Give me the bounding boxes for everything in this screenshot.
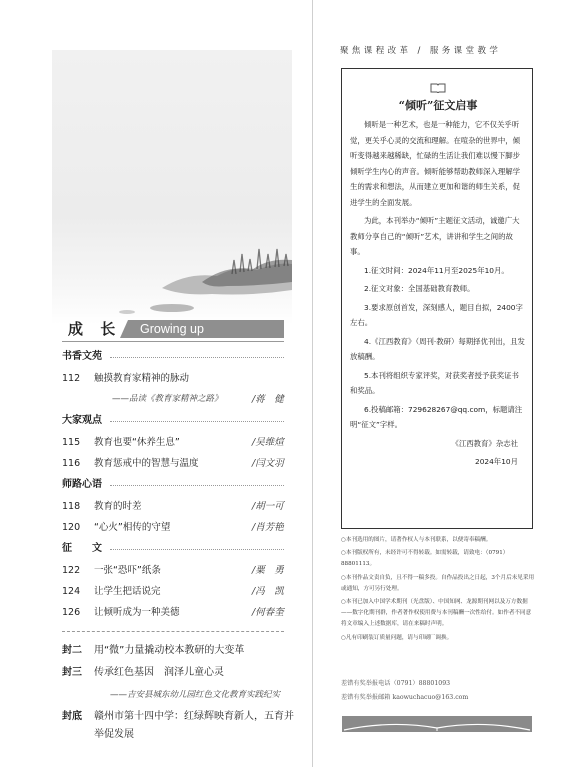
toc-entry-title: 让学生把话说完	[94, 586, 161, 597]
notice-paragraph: 3.要求原创首发，深刻感人，题目自拟，2400字左右。	[350, 302, 523, 327]
page-spine	[312, 0, 313, 767]
toc-entry-author: /冯 凯	[252, 586, 284, 597]
notice-paragraph: 5.本刊将组织专家评奖，对获奖者授予获奖证书和奖品。	[350, 370, 519, 395]
cover-entry[interactable]	[62, 640, 294, 662]
editorial-note: ○凡有印刷装订质量问题，请与印刷厂调换。	[341, 634, 453, 641]
notice-date: 2024年10月	[475, 457, 518, 466]
dotted-leader	[110, 549, 284, 550]
error-report-phone: 差错有奖举报电话（0791）88801093	[341, 680, 451, 687]
notice-paragraph: 倾听是一种艺术，也是一种能力，它不仅关乎听觉，更关乎心灵的交流和理解。在喧杂的世界中，倾听变得越来越稀缺，忙碌的生活让我们难以慢下脚步倾听学生内心的声音。倾听能够帮助教师深入理解学生的需求和想法，从而建立更加和谐的师生关系，促进学生的全面发展。	[350, 120, 520, 207]
section-subtitle-en: Growing up	[140, 322, 204, 336]
toc-page-number: 115	[62, 437, 81, 448]
cover-pages-list	[62, 640, 294, 744]
toc-category	[62, 474, 284, 496]
error-report-info	[341, 677, 535, 705]
toc-entry-title: 教育惩戒中的智慧与温度	[94, 458, 199, 469]
open-book-icon	[342, 716, 532, 732]
toc-entry-title: “心火”相传的守望	[94, 522, 171, 533]
call-for-papers-box	[341, 68, 533, 529]
notice-paragraph: 2.征文对象：全国基础教育教师。	[364, 284, 475, 293]
toc-page-number: 122	[62, 565, 81, 576]
notice-signer: 《江西教育》杂志社	[451, 438, 518, 448]
notice-paragraph: 6.投稿邮箱：729628267@qq.com，标题请注明“征文”字样。	[350, 404, 523, 429]
toc-page-number: 124	[62, 586, 81, 597]
cover-label: 封底	[62, 711, 82, 722]
toc-entry-title: 触摸教育家精神的脉动	[94, 373, 190, 384]
toc-entry-title: 让倾听成为一种美德	[94, 607, 180, 618]
notice-paragraph: 1.征文时间：2024年11月至2025年10月。	[364, 265, 509, 275]
notice-title: “倾听”征文启事	[398, 99, 478, 112]
toc-category-label: 大家观点	[62, 415, 105, 426]
toc-entry-subtitle: ——品读《教育家精神之路》	[112, 394, 223, 404]
toc-entry[interactable]	[62, 517, 284, 538]
editorial-note: ○本刊选用的图片，请著作权人与本刊联系，以便寄奉稿酬。	[341, 537, 492, 543]
toc-page-number: 120	[62, 522, 81, 533]
toc-category	[62, 410, 284, 432]
toc-entry[interactable]	[62, 560, 284, 581]
cover-entry[interactable]	[62, 662, 294, 684]
editorial-note: ○本刊已加入中国学术期刊（光盘版）、中国知网、龙源期刊网以及万方数据——数字化期刊群，作者著作权使用费与本刊稿酬一次性给付。如作者不同意将文章编入上述数据库，请在来稿时声明。	[341, 599, 532, 628]
toc-entry-author: /闫文羽	[252, 458, 284, 469]
toc-entry-author: /何春奎	[252, 607, 284, 618]
toc-entry[interactable]	[62, 432, 284, 453]
cover-title: 传承红色基因 润泽儿童心灵	[94, 667, 224, 678]
dotted-leader	[110, 357, 284, 358]
toc-category-label: 书香文苑	[62, 351, 105, 362]
toc-entry[interactable]	[62, 602, 284, 623]
notice-paragraph: 4.《江西教育》（周刊·教研）每期择优刊出，且发放稿酬。	[350, 336, 525, 361]
table-of-contents	[62, 346, 284, 623]
toc-entry-author: /胡一可	[252, 501, 284, 512]
cover-entry-subtitle	[62, 684, 294, 706]
toc-category	[62, 346, 284, 368]
toc-page-number: 118	[62, 501, 81, 512]
open-book-banner	[342, 716, 532, 732]
header-divider	[62, 341, 284, 342]
magazine-tagline: 聚焦课程改革 / 服务课堂教学	[340, 46, 502, 56]
cover-label: 封三	[62, 667, 82, 678]
section-header	[62, 320, 284, 338]
toc-entry-author: /肖芳艳	[252, 522, 284, 533]
cover-subtitle: ——吉安县城东幼儿园红色文化教育实践纪实	[110, 690, 281, 700]
toc-entry-author: /粟 勇	[252, 565, 284, 576]
section-title: 成 长	[68, 320, 122, 338]
dotted-leader	[110, 485, 284, 486]
toc-category-label: 师路心语	[62, 479, 105, 490]
editorial-note: ○本刊作品文责自负，且不得一稿多投。自作品投出之日起，3个月后未见采用或通知，方可另行处理。	[341, 574, 535, 592]
toc-entry[interactable]	[62, 581, 284, 602]
error-report-email: 差错有奖举报邮箱 kaowuchacuo@163.com	[341, 694, 469, 701]
ink-landscape-painting	[52, 50, 292, 325]
toc-entry-author: /蒋 健	[252, 394, 284, 405]
toc-entry-title: 一张“恐吓”纸条	[94, 565, 161, 576]
editorial-notes	[341, 535, 535, 646]
toc-category	[62, 538, 284, 560]
dotted-leader	[110, 421, 284, 422]
toc-category-label: 征 文	[62, 543, 105, 554]
cover-title: 赣州市第十四中学：红绿辉映育新人，五育并举促发展	[94, 711, 294, 740]
toc-entry-title: 教育的时差	[94, 501, 142, 512]
cover-label: 封二	[62, 645, 82, 656]
toc-entry[interactable]	[62, 496, 284, 517]
toc-entry[interactable]	[62, 368, 284, 389]
notice-paragraph: 为此，本刊举办“倾听”主题征文活动，诚邀广大教师分享自己的“倾听”艺术，讲讲和学生之间的故事。	[350, 216, 520, 256]
toc-page-number: 116	[62, 458, 81, 469]
toc-entry[interactable]	[62, 389, 284, 410]
toc-entry-title: 教育也要“休养生息”	[94, 437, 180, 448]
toc-entry[interactable]	[62, 453, 284, 474]
notice-body	[350, 117, 526, 470]
cover-title: 用“微”力量撬动校本教研的大变革	[94, 645, 245, 656]
toc-entry-author: /吴维煊	[252, 437, 284, 448]
document-icon	[430, 83, 446, 93]
toc-page-number: 112	[62, 373, 81, 384]
toc-page-number: 126	[62, 607, 81, 618]
cover-entry[interactable]	[62, 706, 294, 744]
editorial-note: ○本刊版权所有，未经许可不得转载。如需转载，请致电：（0791）88801113。	[341, 550, 509, 568]
toc-divider	[62, 631, 284, 632]
